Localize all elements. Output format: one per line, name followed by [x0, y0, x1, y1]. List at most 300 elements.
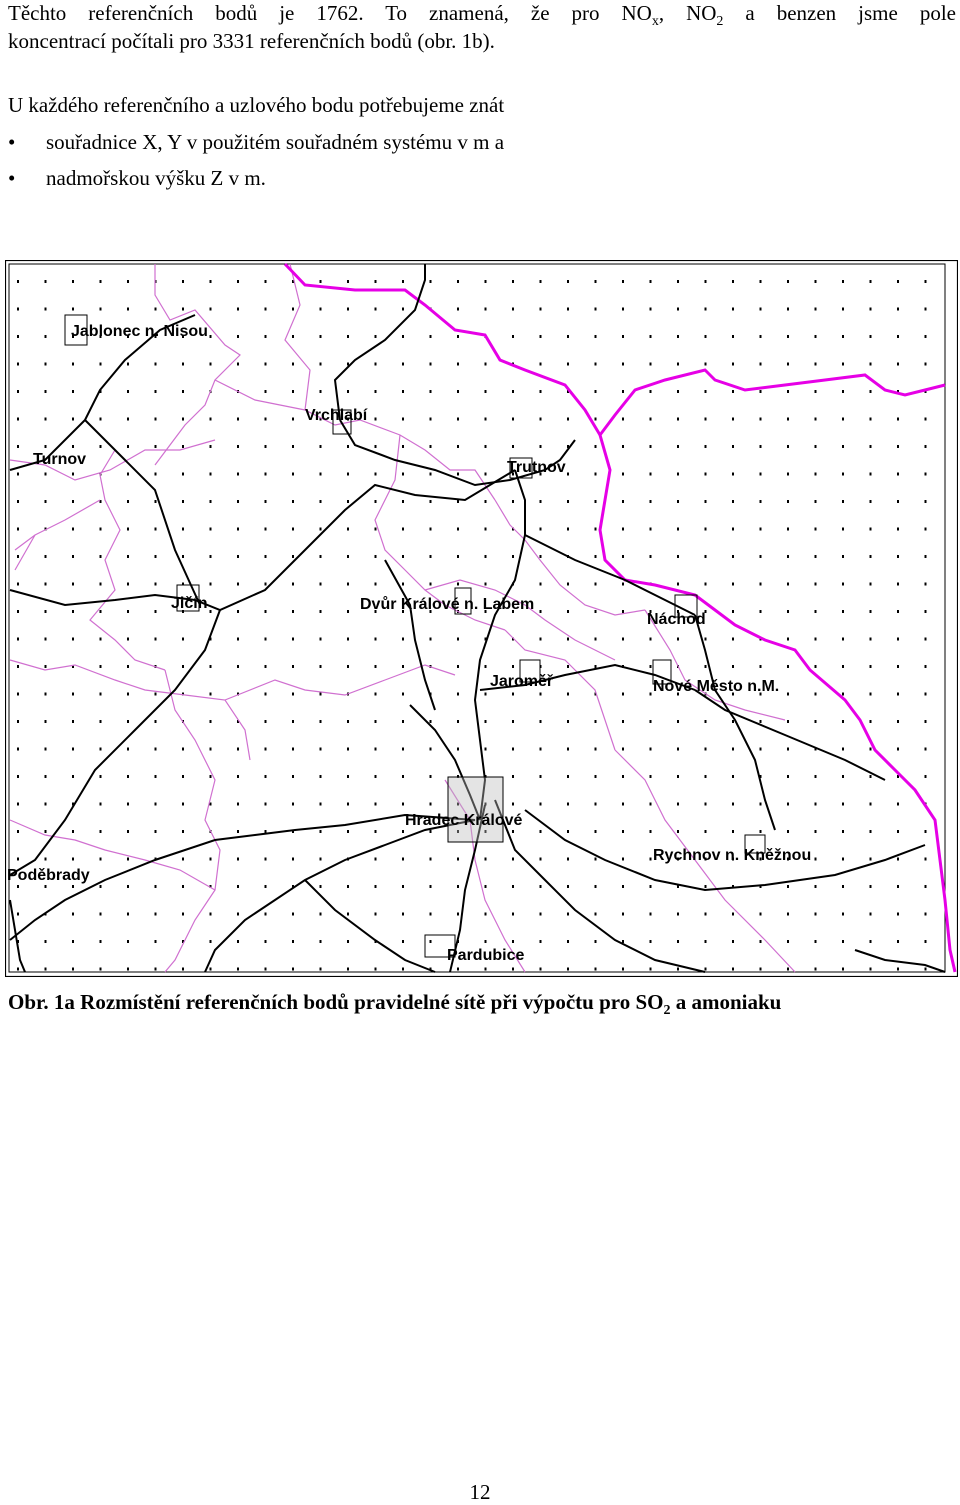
grid-point	[265, 968, 267, 971]
grid-point	[622, 390, 624, 393]
grid-point	[265, 638, 267, 641]
grid-point	[45, 638, 47, 641]
grid-point	[100, 308, 102, 311]
grid-point	[155, 638, 157, 641]
grid-point	[210, 555, 212, 558]
grid-point	[347, 775, 349, 778]
grid-point	[567, 968, 569, 971]
grid-point	[760, 720, 762, 723]
grid-point	[512, 335, 514, 338]
grid-point	[45, 968, 47, 971]
grid-point	[650, 858, 652, 861]
grid-point	[430, 638, 432, 641]
grid-point	[705, 885, 707, 888]
grid-point	[897, 968, 899, 971]
grid-point	[842, 528, 844, 531]
grid-point	[17, 418, 19, 421]
grid-point	[402, 968, 404, 971]
grid-point	[842, 363, 844, 366]
grid-point	[512, 500, 514, 503]
grid-point	[292, 418, 294, 421]
grid-point	[45, 418, 47, 421]
grid-point	[127, 555, 129, 558]
grid-point	[182, 803, 184, 806]
grid-point	[375, 473, 377, 476]
grid-point	[485, 418, 487, 421]
grid-point	[17, 363, 19, 366]
grid-point	[870, 830, 872, 833]
grid-point	[17, 445, 19, 448]
grid-point	[17, 748, 19, 751]
grid-point	[375, 335, 377, 338]
grid-point	[650, 308, 652, 311]
grid-point	[182, 638, 184, 641]
grid-point	[540, 803, 542, 806]
grid-point	[842, 308, 844, 311]
grid-point	[72, 968, 74, 971]
paragraph-1-line-1: Těchto referenčních bodů je 1762. To znamená, že pro $NO_x$, $NO_2$ a benzen jsme pole	[8, 1, 956, 30]
grid-point	[265, 748, 267, 751]
grid-point	[45, 308, 47, 311]
grid-point	[127, 418, 129, 421]
grid-point	[375, 445, 377, 448]
grid-point	[457, 693, 459, 696]
grid-point	[45, 748, 47, 751]
grid-point	[705, 968, 707, 971]
grid-point	[72, 775, 74, 778]
grid-point	[402, 693, 404, 696]
grid-point	[595, 390, 597, 393]
grid-point	[650, 775, 652, 778]
grid-point	[210, 308, 212, 311]
grid-point	[237, 665, 239, 668]
grid-point	[760, 500, 762, 503]
grid-point	[705, 308, 707, 311]
grid-point	[760, 280, 762, 283]
grid-point	[815, 445, 817, 448]
grid-point	[402, 638, 404, 641]
grid-point	[375, 693, 377, 696]
grid-point	[375, 748, 377, 751]
grid-point	[265, 885, 267, 888]
grid-point	[402, 803, 404, 806]
grid-point	[540, 720, 542, 723]
grid-point	[925, 583, 927, 586]
grid-point	[17, 720, 19, 723]
grid-point	[17, 610, 19, 613]
grid-point	[155, 390, 157, 393]
grid-point	[705, 363, 707, 366]
grid-point	[622, 638, 624, 641]
grid-point	[815, 500, 817, 503]
grid-point	[320, 280, 322, 283]
grid-point	[650, 528, 652, 531]
grid-point	[677, 390, 679, 393]
grid-point	[650, 390, 652, 393]
grid-point	[567, 500, 569, 503]
grid-point	[787, 693, 789, 696]
grid-point	[512, 803, 514, 806]
grid-point	[732, 363, 734, 366]
grid-point	[540, 775, 542, 778]
grid-point	[45, 583, 47, 586]
grid-point	[787, 748, 789, 751]
grid-point	[485, 528, 487, 531]
grid-point	[17, 528, 19, 531]
grid-point	[265, 528, 267, 531]
grid-point	[237, 858, 239, 861]
grid-point	[842, 280, 844, 283]
grid-point	[512, 748, 514, 751]
grid-point	[402, 858, 404, 861]
grid-point	[17, 335, 19, 338]
grid-point	[237, 803, 239, 806]
grid-point	[17, 665, 19, 668]
grid-point	[17, 968, 19, 971]
grid-point	[567, 528, 569, 531]
map-frame	[6, 261, 958, 977]
town-label-rychnov: Rychnov n. Kněžnou	[653, 847, 812, 864]
grid-point	[815, 720, 817, 723]
grid-point	[732, 528, 734, 531]
grid-point	[732, 665, 734, 668]
grid-point	[540, 308, 542, 311]
grid-point	[375, 775, 377, 778]
grid-point	[155, 363, 157, 366]
grid-point	[540, 968, 542, 971]
grid-point	[17, 555, 19, 558]
grid-point	[622, 720, 624, 723]
grid-point	[430, 858, 432, 861]
grid-point	[622, 913, 624, 916]
grid-point	[210, 940, 212, 943]
grid-point	[787, 610, 789, 613]
grid-point	[320, 445, 322, 448]
grid-point	[320, 693, 322, 696]
grid-point	[402, 885, 404, 888]
grid-point	[897, 418, 899, 421]
grid-point	[485, 940, 487, 943]
grid-point	[347, 555, 349, 558]
grid-point	[677, 280, 679, 283]
grid-point	[17, 390, 19, 393]
grid-point	[100, 610, 102, 613]
grid-point	[155, 583, 157, 586]
grid-point	[925, 473, 927, 476]
grid-point	[457, 555, 459, 558]
grid-point	[732, 555, 734, 558]
grid-point	[402, 528, 404, 531]
grid-point	[512, 280, 514, 283]
grid-point	[842, 748, 844, 751]
grid-point	[457, 308, 459, 311]
grid-point	[732, 418, 734, 421]
grid-point	[375, 308, 377, 311]
grid-point	[100, 830, 102, 833]
grid-point	[567, 638, 569, 641]
grid-point	[182, 913, 184, 916]
grid-point	[925, 335, 927, 338]
grid-point	[155, 610, 157, 613]
grid-point	[677, 775, 679, 778]
grid-point	[925, 885, 927, 888]
grid-point	[457, 665, 459, 668]
grid-point	[347, 830, 349, 833]
grid-point	[732, 803, 734, 806]
grid-point	[155, 885, 157, 888]
grid-point	[210, 858, 212, 861]
grid-point	[127, 775, 129, 778]
grid-point	[127, 913, 129, 916]
grid-point	[512, 390, 514, 393]
grid-point	[155, 473, 157, 476]
grid-point	[347, 500, 349, 503]
grid-point	[320, 748, 322, 751]
grid-point	[292, 720, 294, 723]
grid-point	[210, 445, 212, 448]
grid-point	[265, 803, 267, 806]
grid-point	[787, 390, 789, 393]
grid-point	[430, 885, 432, 888]
grid-point	[72, 858, 74, 861]
grid-point	[127, 610, 129, 613]
grid-point	[485, 473, 487, 476]
grid-point	[485, 720, 487, 723]
grid-point	[100, 528, 102, 531]
grid-point	[155, 968, 157, 971]
grid-point	[622, 280, 624, 283]
grid-point	[595, 445, 597, 448]
grid-point	[622, 335, 624, 338]
grid-point	[402, 335, 404, 338]
grid-point	[677, 830, 679, 833]
grid-point	[540, 335, 542, 338]
grid-point	[320, 720, 322, 723]
grid-point	[100, 858, 102, 861]
grid-point	[705, 390, 707, 393]
grid-point	[430, 555, 432, 558]
grid-point	[567, 940, 569, 943]
town-label-trutnov: Trutnov	[507, 459, 566, 476]
grid-point	[100, 803, 102, 806]
grid-point	[760, 390, 762, 393]
grid-point	[347, 280, 349, 283]
grid-point	[72, 885, 74, 888]
grid-point	[870, 858, 872, 861]
grid-point	[430, 335, 432, 338]
grid-point	[402, 500, 404, 503]
grid-point	[677, 583, 679, 586]
grid-point	[237, 638, 239, 641]
grid-point	[265, 775, 267, 778]
grid-point	[815, 665, 817, 668]
grid-point	[870, 390, 872, 393]
grid-point	[100, 913, 102, 916]
grid-point	[265, 693, 267, 696]
grid-point	[677, 363, 679, 366]
grid-point	[320, 308, 322, 311]
grid-point	[622, 885, 624, 888]
reference-grid-map	[5, 260, 958, 977]
grid-point	[265, 830, 267, 833]
grid-point	[155, 940, 157, 943]
grid-point	[732, 720, 734, 723]
grid-point	[347, 940, 349, 943]
grid-point	[320, 528, 322, 531]
town-label-jaromer: Jaroměř	[490, 673, 554, 690]
grid-point	[787, 775, 789, 778]
grid-point	[127, 390, 129, 393]
grid-point	[182, 363, 184, 366]
grid-point	[842, 913, 844, 916]
grid-point	[567, 830, 569, 833]
grid-point	[485, 500, 487, 503]
grid-point	[72, 280, 74, 283]
grid-point	[842, 858, 844, 861]
grid-point	[210, 693, 212, 696]
grid-point	[45, 665, 47, 668]
grid-point	[347, 610, 349, 613]
grid-point	[760, 308, 762, 311]
grid-point	[127, 445, 129, 448]
grid-point	[402, 748, 404, 751]
grid-point	[787, 940, 789, 943]
grid-point	[292, 665, 294, 668]
town-label-podebrady: Poděbrady	[7, 867, 90, 884]
grid-point	[677, 335, 679, 338]
grid-point	[100, 748, 102, 751]
grid-point	[127, 583, 129, 586]
grid-point	[650, 913, 652, 916]
grid-point	[705, 720, 707, 723]
grid-point	[402, 665, 404, 668]
grid-point	[567, 665, 569, 668]
grid-point	[650, 335, 652, 338]
grid-point	[650, 555, 652, 558]
grid-point	[870, 335, 872, 338]
grid-point	[127, 885, 129, 888]
grid-point	[265, 418, 267, 421]
grid-point	[375, 803, 377, 806]
grid-point	[815, 308, 817, 311]
grid-point	[127, 803, 129, 806]
grid-point	[292, 308, 294, 311]
grid-point	[402, 555, 404, 558]
grid-point	[650, 693, 652, 696]
grid-point	[375, 913, 377, 916]
grid-point	[815, 363, 817, 366]
grid-point	[512, 775, 514, 778]
grid-point	[622, 775, 624, 778]
grid-point	[787, 968, 789, 971]
grid-point	[897, 830, 899, 833]
grid-point	[292, 693, 294, 696]
grid-point	[925, 610, 927, 613]
grid-point	[540, 528, 542, 531]
grid-point	[72, 363, 74, 366]
grid-point	[595, 500, 597, 503]
grid-point	[897, 720, 899, 723]
grid-point	[72, 390, 74, 393]
grid-point	[45, 803, 47, 806]
grid-point	[815, 610, 817, 613]
grid-point	[815, 858, 817, 861]
grid-point	[512, 940, 514, 943]
grid-point	[17, 830, 19, 833]
grid-point	[512, 418, 514, 421]
grid-point	[210, 500, 212, 503]
grid-point	[870, 473, 872, 476]
grid-point	[265, 665, 267, 668]
grid-point	[127, 308, 129, 311]
grid-point	[72, 500, 74, 503]
grid-point	[292, 940, 294, 943]
grid-point	[540, 610, 542, 613]
grid-point	[815, 638, 817, 641]
grid-point	[760, 418, 762, 421]
grid-point	[210, 610, 212, 613]
grid-point	[842, 940, 844, 943]
grid-point	[182, 280, 184, 283]
grid-point	[430, 830, 432, 833]
grid-point	[375, 280, 377, 283]
grid-point	[650, 720, 652, 723]
grid-point	[17, 500, 19, 503]
grid-point	[485, 583, 487, 586]
grid-point	[815, 885, 817, 888]
grid-point	[732, 280, 734, 283]
grid-point	[842, 583, 844, 586]
grid-point	[897, 748, 899, 751]
grid-point	[320, 940, 322, 943]
grid-point	[347, 335, 349, 338]
grid-point	[870, 940, 872, 943]
grid-point	[45, 775, 47, 778]
grid-point	[237, 968, 239, 971]
grid-point	[72, 830, 74, 833]
grid-point	[127, 940, 129, 943]
grid-point	[265, 500, 267, 503]
grid-point	[925, 693, 927, 696]
grid-point	[237, 583, 239, 586]
grid-point	[705, 940, 707, 943]
grid-point	[595, 858, 597, 861]
grid-point	[540, 858, 542, 861]
grid-point	[155, 720, 157, 723]
grid-point	[402, 363, 404, 366]
grid-point	[595, 335, 597, 338]
grid-point	[17, 473, 19, 476]
paragraph-2: U každého referenčního a uzlového bodu potřebujeme znát	[8, 93, 505, 117]
grid-point	[265, 473, 267, 476]
grid-point	[842, 830, 844, 833]
grid-point	[402, 720, 404, 723]
grid-point	[320, 610, 322, 613]
grid-point	[925, 445, 927, 448]
grid-point	[622, 803, 624, 806]
grid-point	[17, 308, 19, 311]
grid-point	[787, 473, 789, 476]
grid-point	[237, 748, 239, 751]
grid-point	[705, 748, 707, 751]
grid-point	[595, 473, 597, 476]
grid-point	[787, 583, 789, 586]
grid-point	[237, 885, 239, 888]
grid-point	[595, 528, 597, 531]
grid-point	[127, 748, 129, 751]
grid-point	[705, 335, 707, 338]
grid-point	[72, 445, 74, 448]
